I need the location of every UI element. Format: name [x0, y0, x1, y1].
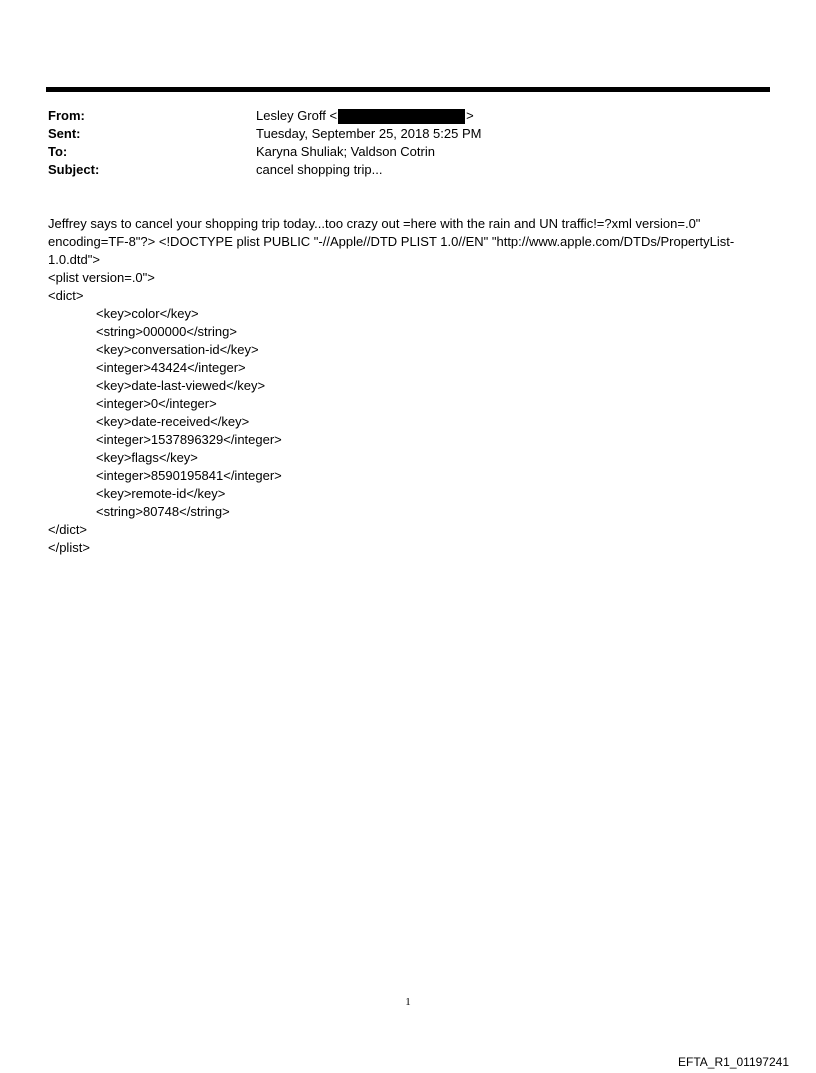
- dict-open-line: <dict>: [48, 288, 84, 303]
- plist-entry: <string>000000</string>: [96, 324, 237, 339]
- sent-label: Sent:: [48, 126, 81, 141]
- body-paragraph: Jeffrey says to cancel your shopping trip today...too crazy out =here with the rain and UN traffic!=?xml version=.0" encoding=TF-8"?> <!DOCTYPE plist PUBLIC "-//Apple//DTD PLIST 1.0//EN" "http://www.apple.com/DTDs/PropertyList-1.0.dtd">: [48, 216, 735, 267]
- email-body: [48, 215, 768, 557]
- plist-entry: <integer>8590195841</integer>: [96, 468, 282, 483]
- from-value: [256, 107, 768, 125]
- subject-label: Subject:: [48, 162, 100, 177]
- from-email-end: >: [466, 108, 474, 123]
- plist-open-line: <plist version=.0">: [48, 270, 155, 285]
- plist-close-line: </plist>: [48, 540, 90, 555]
- to-label: To:: [48, 144, 68, 159]
- to-value: Karyna Shuliak; Valdson Cotrin: [256, 144, 435, 159]
- subject-row: [48, 161, 768, 179]
- plist-entry: <key>remote-id</key>: [96, 486, 226, 501]
- sent-value: Tuesday, September 25, 2018 5:25 PM: [256, 126, 482, 141]
- dict-close-line: </dict>: [48, 522, 88, 537]
- plist-entry: <integer>0</integer>: [96, 396, 217, 411]
- plist-entry: <string>80748</string>: [96, 504, 230, 519]
- document-id: EFTA_R1_01197241: [678, 1055, 789, 1069]
- header-divider: [46, 87, 770, 92]
- plist-entry: <key>date-received</key>: [96, 414, 250, 429]
- redaction-box: [338, 109, 465, 124]
- from-row: [48, 107, 768, 125]
- page-number: 1: [405, 996, 411, 1008]
- plist-entry: <key>conversation-id</key>: [96, 342, 259, 357]
- plist-entry: <integer>1537896329</integer>: [96, 432, 282, 447]
- email-header: [48, 107, 768, 179]
- subject-value: cancel shopping trip...: [256, 162, 383, 177]
- from-name: Lesley Groff <: [256, 108, 338, 123]
- plist-entry: <integer>43424</integer>: [96, 360, 246, 375]
- plist-entry: <key>date-last-viewed</key>: [96, 378, 266, 393]
- from-label: From:: [48, 108, 85, 123]
- plist-entry: <key>color</key>: [96, 306, 199, 321]
- plist-entry: <key>flags</key>: [96, 450, 198, 465]
- to-row: [48, 143, 768, 161]
- sent-row: [48, 125, 768, 143]
